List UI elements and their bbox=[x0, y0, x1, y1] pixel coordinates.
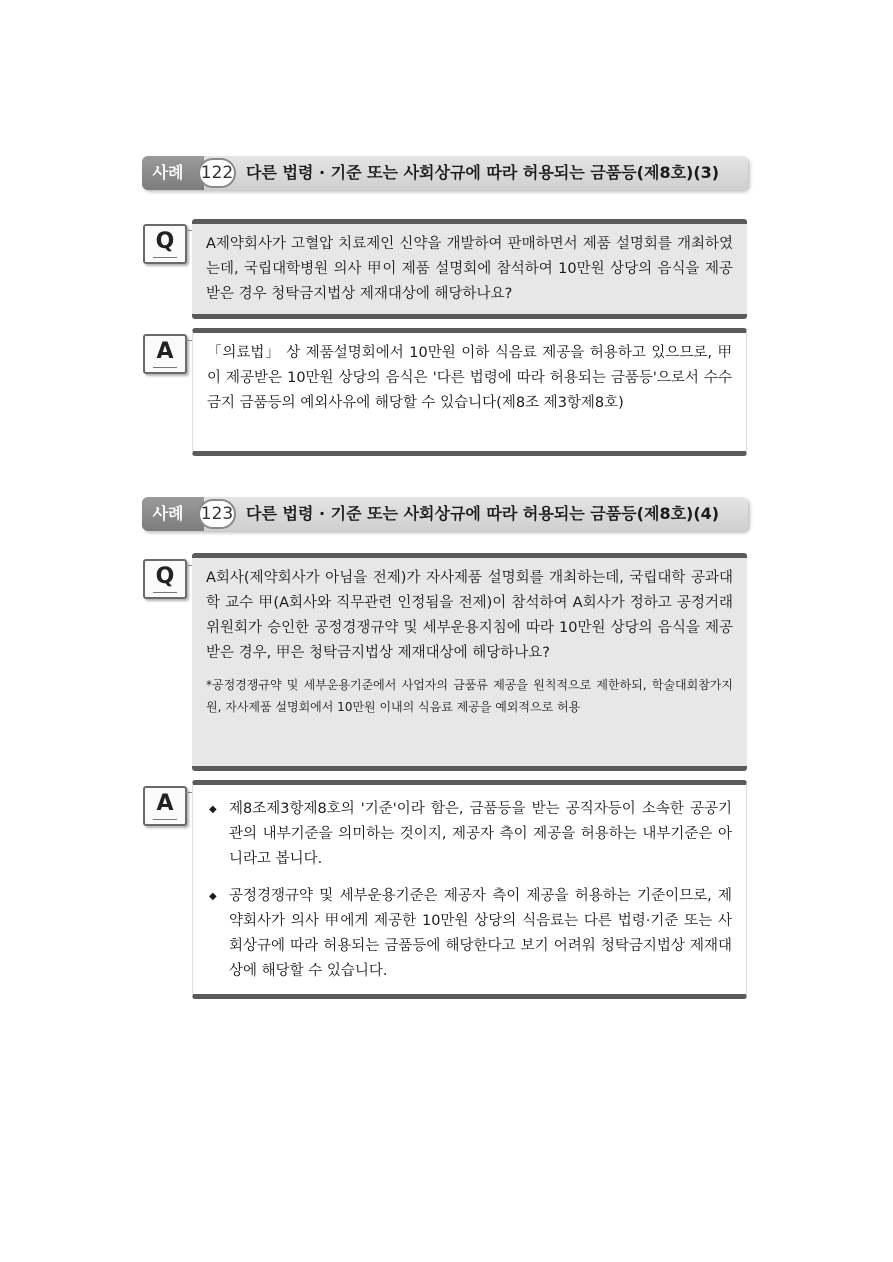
case-title: 다른 법령 · 기준 또는 사회상규에 따라 허용되는 금품등(제8호)(4) bbox=[246, 504, 720, 523]
answer-text: 「의료법」 상 제품설명회에서 10만원 이하 식음료 제공을 허용하고 있으므로, 甲이 제공받은 10만원 상당의 음식은 '다른 법령에 따라 허용되는 금품등'으로서 수수 금지 금품등의 예외사유에 해당할 수 있습니다(제8조 제3항제8호) bbox=[207, 345, 732, 411]
case-122-question-box bbox=[192, 219, 747, 319]
badge-underline bbox=[153, 819, 177, 820]
case-123-header bbox=[142, 497, 748, 531]
case-122-header bbox=[142, 156, 748, 190]
question-text: A제약회사가 고혈압 치료제인 신약을 개발하여 판매하면서 제품 설명회를 개최하였는데, 국립대학병원 의사 甲이 제품 설명회에 참석하여 10만원 상당의 음식을 제공받은 경우 청탁금지법상 제재대상에 해당하나요? bbox=[206, 236, 733, 302]
case-123-question-box bbox=[192, 553, 747, 771]
case-122-answer-box bbox=[192, 328, 747, 456]
answer-bullet: ◆ 제8조제3항제8호의 '기준'이라 함은, 금품등을 받는 공직자등이 소속한 공공기관의 내부기준을 의미하는 것이지, 제공자 측이 제공을 허용하는 내부기준은 아니라고 봅니다. bbox=[207, 797, 732, 872]
case-number: 123 bbox=[198, 499, 236, 529]
question-text: A회사(제약회사가 아님을 전제)가 자사제품 설명회를 개최하는데, 국립대학 공과대학 교수 甲(A회사와 직무관련 인정됨을 전제)이 참석하여 A회사가 정하고 공정거래위원회가 승인한 공정경쟁규약 및 세부운용지침에 따라 10만원 상당의 음식을 제공받은 경우, 甲은 청탁금지법상 제재대상에 해당하나요? bbox=[206, 570, 733, 661]
q-letter: Q bbox=[155, 229, 175, 254]
case-label: 사례 bbox=[142, 497, 204, 531]
case-number: 122 bbox=[198, 158, 236, 188]
answer-badge bbox=[143, 786, 187, 826]
q-letter: Q bbox=[155, 564, 175, 589]
answer-bullet: ◆ 공정경쟁규약 및 세부운용기준은 제공자 측이 제공을 허용하는 기준이므로, 제약회사가 의사 甲에게 제공한 10만원 상당의 식음료는 다른 법령·기준 또는 사회상규에 따라 허용되는 금품등에 해당한다고 보기 어려워 청탁금지법상 제재대상에 해당할 수 있습니다. bbox=[207, 884, 732, 984]
question-footnote: *공정경쟁규약 및 세부운용기준에서 사업자의 금품류 제공을 원칙적으로 제한하되, 학술대회참가지원, 자사제품 설명회에서 10만원 이내의 식음료 제공을 예외적으로 허용 bbox=[206, 678, 733, 714]
badge-underline bbox=[153, 367, 177, 368]
a-letter: A bbox=[156, 791, 174, 816]
a-letter: A bbox=[156, 339, 174, 364]
badge-underline bbox=[153, 592, 177, 593]
question-badge bbox=[143, 559, 187, 599]
case-label: 사례 bbox=[142, 156, 204, 190]
case-title: 다른 법령 · 기준 또는 사회상규에 따라 허용되는 금품등(제8호)(3) bbox=[246, 163, 720, 182]
badge-underline bbox=[153, 257, 177, 258]
question-badge bbox=[143, 224, 187, 264]
case-123-answer-box bbox=[192, 780, 747, 999]
answer-badge bbox=[143, 334, 187, 374]
